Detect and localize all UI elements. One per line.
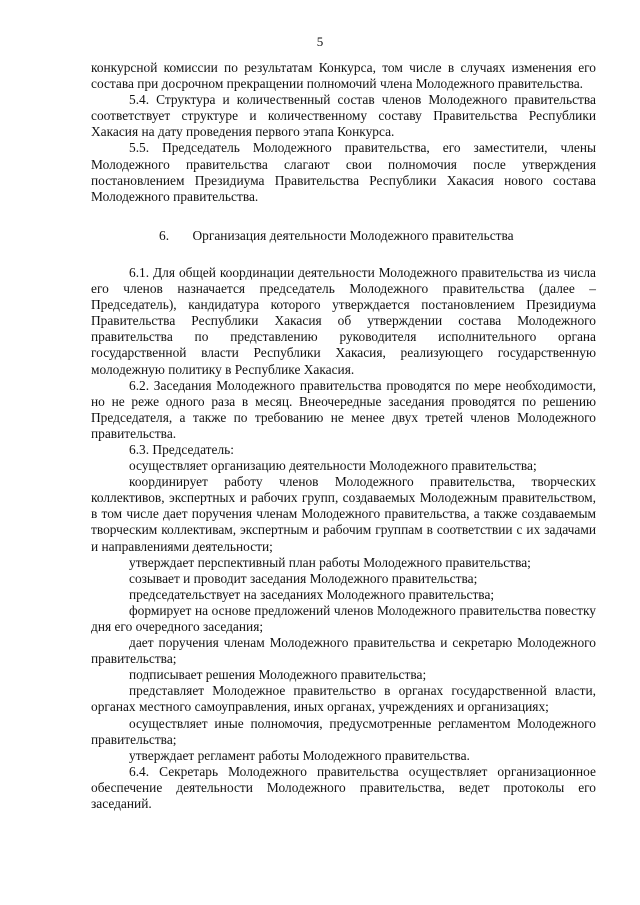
paragraph: 6.4. Секретарь Молодежного правительства осуществляет организационное обеспечение деятельности Молодежного правительства, ведет протоколы его заседаний. [91,763,596,812]
paragraph: дает поручения членам Молодежного правительства и секретарю Молодежного правительства; [91,635,596,667]
paragraph: осуществляет организацию деятельности Молодежного правительства; [129,458,537,474]
section-6-heading: 6. Организация деятельности Молодежного правительства [159,227,514,243]
paragraph: 6.2. Заседания Молодежного правительства проводятся по мере необходимости, но не реже одного раза в месяц. Внеочередные заседания проводятся по решению Председателя, а также по требованию не менее двух третей членов Молодежного правительства. [91,377,596,441]
paragraph: утверждает регламент работы Молодежного правительства. [129,747,470,763]
paragraph: формирует на основе предложений членов Молодежного правительства повестку дня его очередного заседания; [91,602,596,634]
section-5-continuation [91,60,596,205]
paragraph: утверждает перспективный план работы Молодежного правительства; [129,554,531,570]
paragraph: координирует работу членов Молодежного правительства, творческих коллективов, экспертных и рабочих групп, создаваемых Молодежным правительством, в том числе дает поручения членам Молодежного правительства, а также создаваемым творческим коллективам, экспертным и рабочим группам в соответствии с их задачами и направлениями деятельности; [91,474,596,554]
paragraph: 5.4. Структура и количественный состав членов Молодежного правительства соответствует структуре и количественному составу Правительства Республики Хакасия на дату проведения первого этапа Конкурса. [91,92,596,140]
paragraph: подписывает решения Молодежного правительства; [129,667,427,683]
paragraph: 5.5. Председатель Молодежного правительства, его заместители, члены Молодежного правительства слагают свои полномочия после утверждения постановлением Президиума Правительства Республики Хакасия нового состава Молодежного правительства. [91,140,596,204]
section-6-body [91,265,596,812]
paragraph: осуществляет иные полномочия, предусмотренные регламентом Молодежного правительства; [91,715,596,747]
paragraph: представляет Молодежное правительство в органах государственной власти, органах местного самоуправления, иных органах, учреждениях и организациях; [91,683,596,715]
paragraph: конкурсной комиссии по результатам Конкурса, том числе в случаях изменения его состава при досрочном прекращении полномочий члена Молодежного правительства. [91,60,596,92]
paragraph: председательствует на заседаниях Молодежного правительства; [129,586,495,602]
paragraph: созывает и проводит заседания Молодежного правительства; [129,570,478,586]
document-body [91,60,596,812]
paragraph: 6.1. Для общей координации деятельности Молодежного правительства из числа его членов назначается председатель Молодежного правительства (далее – Председатель), кандидатура которого утверждается постановлением Президиума Правительства Республики Хакасия об утверждении состава Молодежного правительства по представлению руководителя исполнительного органа государственной власти Республики Хакасия, реализующего государственную молодежную политику в Республике Хакасия. [91,264,596,377]
paragraph: 6.3. Председатель: [129,441,234,457]
page-number: 5 [316,34,324,49]
